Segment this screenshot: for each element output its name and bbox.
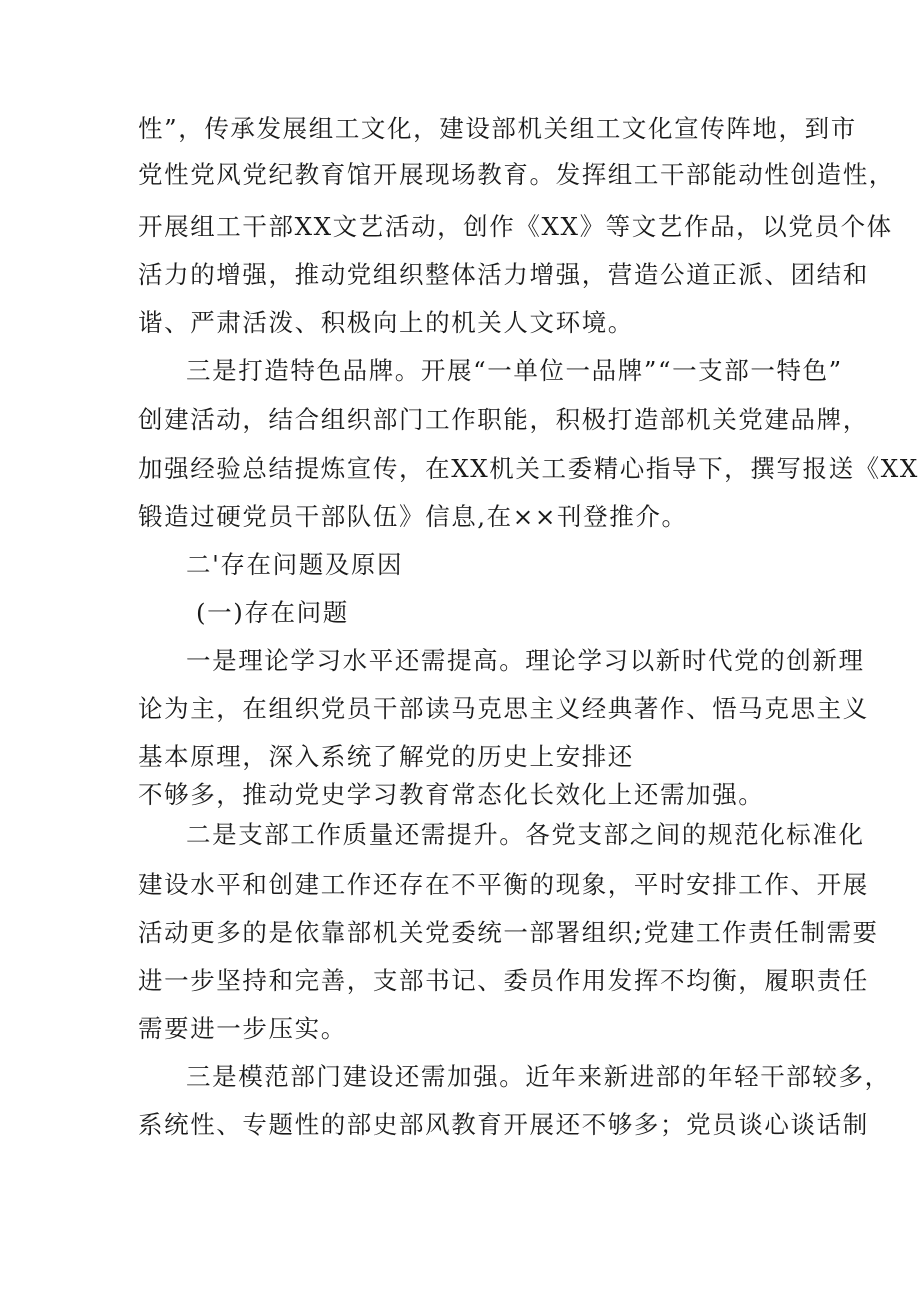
paragraph-start-line: 二是支部工作质量还需提升。各党支部之间的规范化标准化	[186, 820, 865, 849]
text-line: 开展组工干部XX文艺活动，创作《XX》等文艺作品，以党员个体	[138, 212, 893, 241]
text-line: 性”，传承发展组工文化，建设部机关组工文化宣传阵地，到市	[138, 114, 857, 143]
subsection-heading: (一)存在问题	[196, 598, 349, 627]
text-line: 创建活动，结合组织部门工作职能，积极打造部机关党建品牌，	[138, 405, 869, 434]
text-line: 活动更多的是依靠部机关党委统一部署组织;党建工作责任制需要	[138, 918, 879, 947]
text-line: 基本原理，深入系统了解党的历史上安排还	[138, 742, 634, 771]
section-heading: 二'存在问题及原因	[186, 550, 404, 579]
text-line: 加强经验总结提炼宣传，在XX机关工委精心指导下，撰写报送《XX	[138, 454, 919, 483]
text-line: 需要进一步压实。	[138, 1014, 347, 1043]
text-line: 系统性、专题性的部史部风教育开展还不够多；党员谈心谈话制	[138, 1110, 869, 1139]
text-line: 建设水平和创建工作还存在不平衡的现象，平时安排工作、开展	[138, 870, 869, 899]
text-line: 党性党风党纪教育馆开展现场教育。发挥组工干部能动性创造性，	[138, 160, 895, 189]
text-line: 论为主，在组织党员干部读马克思主义经典著作、悟马克思主义	[138, 694, 869, 723]
text-line: 活力的增强，推动党组织整体活力增强，营造公道正派、团结和	[138, 260, 869, 289]
paragraph-start-line: 三是打造特色品牌。开展“一单位一品牌”“一支部一特色”	[186, 356, 843, 385]
text-line: 锻造过硬党员干部队伍》信息,在××刊登推介。	[138, 502, 688, 531]
text-line: 谐、严肃活泼、积极向上的机关人文环境。	[138, 308, 634, 337]
paragraph-start-line: 三是模范部门建设还需加强。近年来新进部的年轻干部较多，	[186, 1062, 891, 1091]
text-line: 进一步坚持和完善，支部书记、委员作用发挥不均衡，履职责任	[138, 966, 869, 995]
text-line: 不够多，推动党史学习教育常态化长效化上还需加强。	[138, 780, 765, 809]
paragraph-start-line: 一是理论学习水平还需提高。理论学习以新时代党的创新理	[186, 646, 865, 675]
